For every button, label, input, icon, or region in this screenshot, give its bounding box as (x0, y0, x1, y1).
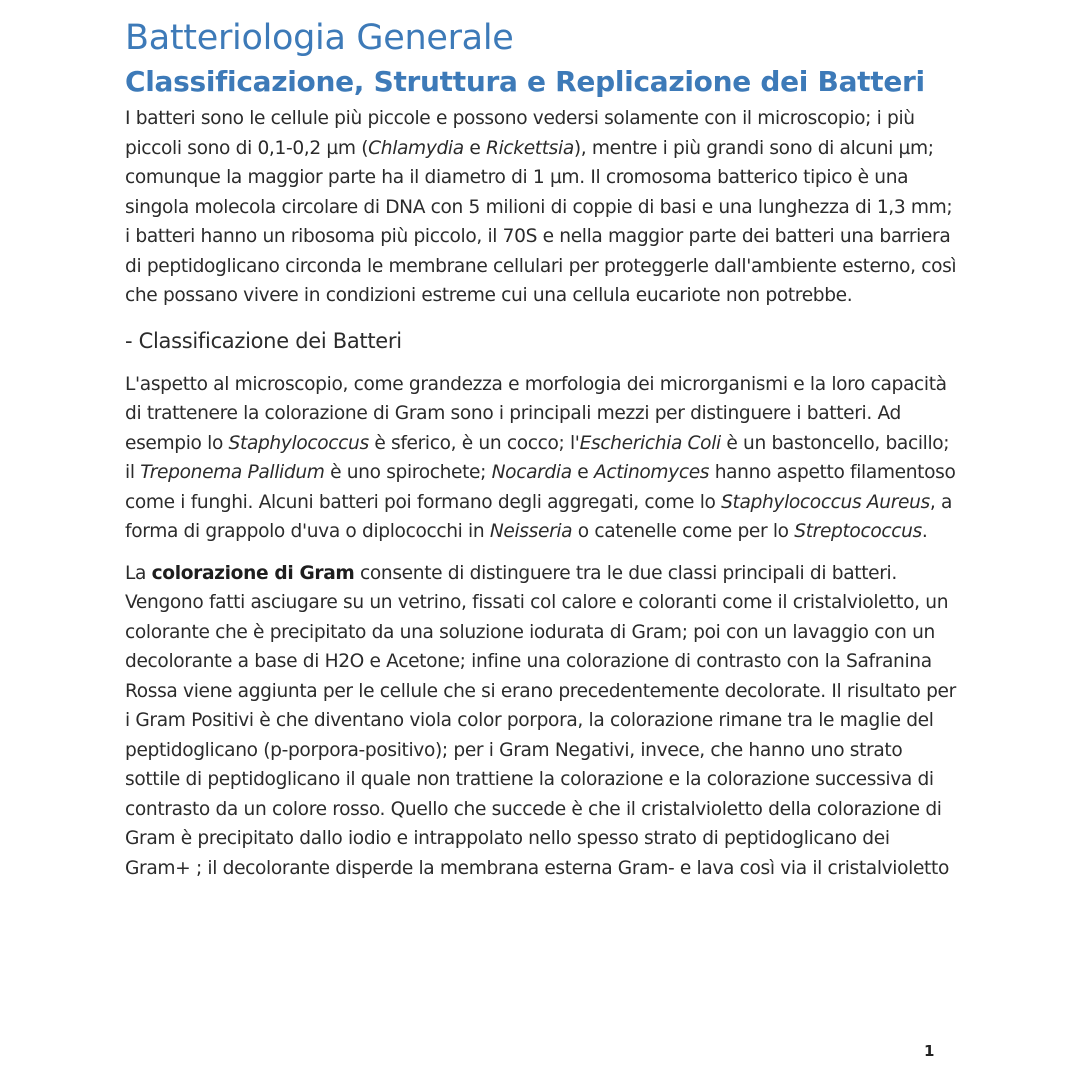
document-title: Batteriologia Generale (125, 18, 514, 58)
classification-italic: Staphylococcus (228, 432, 369, 454)
intro-text: ), mentre i più grandi sono di alcuni µm; comunque la maggior parte ha il diametro di 1 µm. Il cromosoma batterico tipico è una singola molecola circolare di DNA con 5 milioni di coppie di basi e una lunghezza di 1,3 mm; i batteri hanno un ribosoma più piccolo, il 70S e nella maggior parte dei batteri una barriera di peptidoglicano circonda le membrane cellulari per proteggerle dall'ambiente esterno, così che possano vivere in condizioni estreme cui una cellula eucariote non potrebbe. (125, 137, 957, 306)
classification-italic: Escherichia Coli (579, 432, 721, 454)
classification-text: . (921, 521, 928, 542)
document-page (125, 16, 960, 883)
gram-text: consente di distinguere tra le due classi principali di batteri. Vengono fatti asciugare su un vetrino, fissati col calore e coloranti come il cristalvioletto, un colorante che è precipitato da una soluzione iodurata di Gram; poi con un lavaggio con un decolorante a base di H2O e Acetone; infine una colorazione di contrasto con la Safranina Rossa viene aggiunta per le cellule che si erano precedentemente decolorate. Il risultato per i Gram Positivi è che diventano viola color porpora, la colorazione rimane tra le maglie del peptidoglicano (p-porpora-positivo); per i Gram Negativi, invece, che hanno uno strato sottile di peptidoglicano il quale non trattiene la colorazione e la colorazione successiva di contrasto da un colore rosso. Quello che succede è che il cristalvioletto della colorazione di Gram è precipitato dallo iodio e intrappolato nello spesso strato di peptidoglicano dei Gram+ ; il decolorante disperde la membrana esterna Gram- e lava così via il cristalvioletto (125, 562, 956, 879)
section-heading-classification: - Classificazione dei Batteri (125, 328, 402, 353)
classification-text: è un bastoncello, bacillo; il (125, 432, 950, 483)
gram-paragraph (125, 559, 960, 884)
document-subtitle: Classificazione, Struttura e Replicazione dei Batteri (125, 65, 925, 98)
classification-italic: Nocardia (491, 462, 572, 483)
gram-text: La (125, 562, 152, 584)
intro-italic: Rickettsia (486, 137, 574, 159)
paragraph-gap (125, 547, 960, 559)
classification-text: L'aspetto al microscopio, come grandezza e morfologia dei microrganismi e la loro capacità di trattenere la colorazione di Gram sono i principali mezzi per distinguere i batteri. Ad esempio lo (125, 373, 947, 454)
intro-paragraph (125, 104, 960, 311)
intro-text: I batteri sono le cellule più piccole e possono vedersi solamente con il microscopio; i più piccoli sono di 0,1-0,2 µm ( (125, 108, 915, 159)
classification-italic: Treponema Pallidum (140, 462, 325, 483)
classification-paragraph (125, 370, 960, 547)
classification-italic: Streptococcus (794, 521, 922, 542)
classification-text: è sferico, è un cocco; l' (368, 432, 580, 454)
gram-bold-term: colorazione di Gram (151, 562, 355, 584)
classification-italic: Actinomyces (593, 462, 710, 483)
classification-text: e (571, 462, 594, 483)
classification-italic: Staphylococcus Aureus (721, 491, 930, 513)
intro-text: e (463, 137, 487, 159)
classification-text: hanno aspetto filamentoso come i funghi. Alcuni batteri poi formano degli aggregati, come lo (125, 462, 956, 513)
classification-text: è uno spirochete; (324, 462, 492, 483)
intro-italic: Chlamydia (368, 137, 464, 159)
classification-italic: Neisseria (489, 521, 573, 542)
classification-text: o catenelle come per lo (572, 521, 795, 542)
page-number: 1 (924, 1042, 935, 1060)
classification-text: , a forma di grappolo d'uva o diplococchi in (125, 491, 953, 542)
